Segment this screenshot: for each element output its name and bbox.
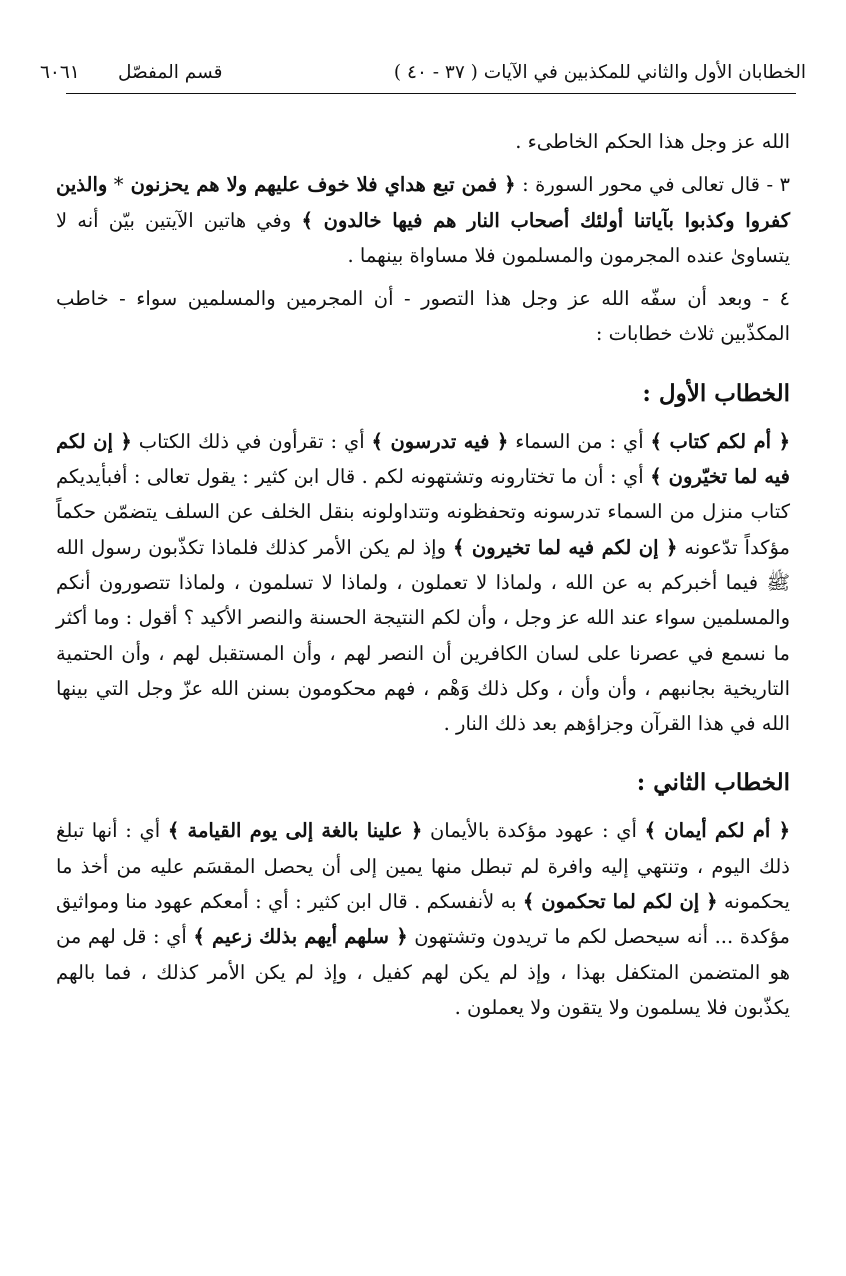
section-heading-second-address: الخطاب الثاني : (636, 769, 790, 797)
paragraph-point-4: ٤ - وبعد أن سفّه الله عز وجل هذا التصور - أن المجرمين والمسلمين سواء - خاطب المكذّبين ثلاث خطابات : (56, 287, 790, 346)
quran-verse: إن لكم فيه لما تخيرون (464, 535, 667, 559)
running-header (40, 60, 806, 94)
quran-verse: سلهم أيهم بذلك زعيم (204, 925, 397, 949)
quran-bracket-open: ﴿ (706, 890, 718, 914)
quran-verse: أم لكم كتاب (661, 429, 779, 453)
page-body (56, 124, 790, 1025)
text-run: وإذ لم يكن الأمر كذلك فلماذا تكذّبون رسول الله ﷺ فيما أخبركم به عن الله ، ولماذا لا تعملون ، ولماذا لا تسلمون ، ولماذا تتصورون أنكم والمسلمين سواء عند الله عز وجل ، وأن لكم النتيجة الحسنة والنصر الأكيد ؟ أقول : وما أكثر ما نسمع في عصرنا على لسان الكافرين أن النصر لهم ، وأن المستقبل لهم ، وأن الحتمية التاريخية بجانبهم ، وأن وأن ، وكل ذلك وَهْم ، فهم محكومون بسنن الله عزّ وجل التي بينها الله في هذا القرآن وجزاؤهم بعد ذلك النار . (56, 535, 790, 736)
quran-bracket-open: ﴿ (410, 819, 423, 843)
quran-bracket-open: ﴿ (504, 173, 516, 197)
paragraph-first-address (56, 424, 790, 742)
quran-bracket-close: ﴾ (371, 429, 383, 453)
quran-bracket-close: ﴾ (522, 890, 535, 914)
quran-verse: فمن تبع هداي فلا خوف عليهم ولا هم يحزنون (123, 173, 505, 197)
quran-verse: أم لكم أيمان (656, 819, 779, 843)
text-run: أي : من السماء (508, 429, 651, 453)
quran-verse: إن لكم لما تحكمون (534, 890, 707, 914)
quran-bracket-open: ﴿ (778, 819, 791, 843)
quran-bracket-close: ﴾ (650, 429, 662, 453)
header-section: قسم المفصّل (118, 62, 223, 83)
header-title: الخطابان الأول والثاني للمكذبين في الآيات ( ٣٧ - ٤٠ ) (393, 62, 806, 83)
quran-bracket-close: ﴾ (193, 925, 205, 949)
quran-bracket-open: ﴿ (396, 925, 408, 949)
text-run: أي : عهود مؤكدة بالأيمان (422, 819, 645, 843)
quran-bracket-open: ﴿ (778, 429, 790, 453)
header-divider (66, 93, 796, 94)
quran-bracket-close: ﴾ (167, 819, 180, 843)
quran-bracket-close: ﴾ (452, 535, 465, 559)
quran-verse: والذين كفروا وكذبوا بآياتنا أولئك أصحاب النار هم فيها خالدون (56, 173, 790, 232)
quran-bracket-open: ﴿ (120, 429, 132, 453)
quran-bracket-open: ﴿ (666, 535, 678, 559)
text-run: أي : قل لهم من هو المتضمن المتكفل بهذا ، وإذ لم يكن لهم كفيل ، وإذ لم يكن الأمر كذلك ، فما بالهم يكذّبون فلا يسلمون ولا يتقون ولا يعملون . (56, 925, 790, 1019)
quran-bracket-open: ﴿ (496, 429, 509, 453)
section-heading-first-address: الخطاب الأول : (642, 379, 790, 407)
text-run: به لأنفسكم . قال ابن كثير : أي : أمعكم عهود منا ومواثيق مؤكدة ... أنه سيحصل لكم ما تريدون وتشتهون (56, 890, 791, 949)
quran-verse: إن لكم فيه لما تخيّرون (56, 429, 790, 489)
paragraph-intro: الله عز وجل هذا الحكم الخاطىء . (515, 130, 790, 153)
text-run: وفي هاتين الآيتين بيّن أنه لا يتساوىٰ عنده المجرمون والمسلمون فلا مساواة بينهما . (56, 208, 790, 267)
paragraph-second-address (56, 813, 790, 1025)
quran-verse: فيه تدرسون (382, 429, 497, 453)
quran-verse: علينا بالغة إلى يوم القيامة (179, 819, 411, 843)
quran-bracket-close: ﴾ (644, 819, 657, 843)
paragraph-point-3 (56, 167, 790, 273)
text-run: أي : أنها تبلغ ذلك اليوم ، وتنتهي إليه وافرة لم تبطل منها يمين إلى أن يحصل المقسَم عليه من أخذ ما يحكمونه (56, 819, 790, 914)
quran-bracket-close: ﴾ (301, 208, 313, 232)
text-run: ٣ - قال تعالى في محور السورة : (515, 173, 790, 197)
verse-separator: * (107, 173, 124, 197)
quran-bracket-close: ﴾ (650, 465, 662, 489)
page-number: ٦٠٦١ (40, 62, 80, 83)
text-run: أي : أن ما تختارونه وتشتهونه لكم . قال ابن كثير : يقول تعالى : أفبأيديكم كتاب منزل من السماء تدرسونه وتحفظونه وتتداولونه بنقل الخلف عن السلف يتضمّن حكماً مؤكداً تدّعونه (56, 465, 791, 559)
text-run: أي : تقرأون في ذلك الكتاب (131, 429, 372, 453)
